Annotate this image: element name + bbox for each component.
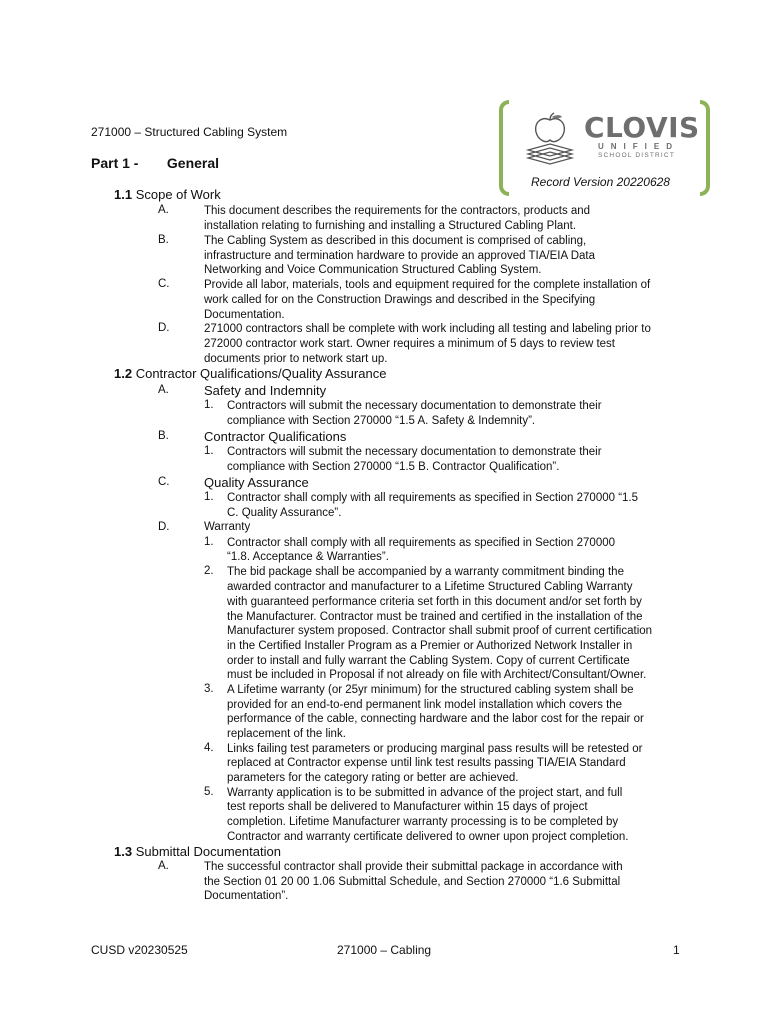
paragraph-line: Contractor shall comply with all requirements as specified in Section 270000 [227,537,616,549]
logo-unified-text: UNIFIED [598,142,679,151]
section-number: 1.1 [114,187,133,202]
section-number: 1.2 [114,366,133,381]
paragraph-line: “1.8. Acceptance & Warranties”. [227,551,389,563]
paragraph-line: infrastructure and termination hardware to provide an approved TIA/EIA Data [204,250,596,262]
list-letter: D. [158,521,170,533]
paragraph-line: 272000 contractor work start. Owner requires a minimum of 5 days to review test [204,338,615,350]
paragraph-line: replaced at Contractor expense until link test results passing TIA/EIA Standard [227,757,626,769]
paragraph-line: Links failing test parameters or producing marginal pass results will be retested or [227,743,643,755]
paragraph-line: Documentation”. [204,890,289,902]
page-number: 1 [673,943,680,957]
footer-left: CUSD v20230525 [91,943,188,957]
list-number: 1. [204,536,214,548]
list-number: 1. [204,445,214,457]
paragraph-line: the Manufacturer. Contractor must be trained and certified in the installation of the [227,611,643,623]
paragraph-line: Warranty application is to be submitted in advance of the project start, and full [227,787,623,799]
logo-clovis-text: CLOVIS [584,111,700,144]
paragraph-line: replacement of the link. [227,728,346,740]
paragraph-line: Contractors will submit the necessary documentation to demonstrate their [227,400,602,412]
subsection-title: Quality Assurance [204,475,309,490]
section-number: 1.3 [114,844,133,859]
paragraph-line: provided for an end-to-end permanent link model installation which covers the [227,699,623,711]
list-number: 3. [204,683,214,695]
paragraph-line: Contractor and warranty certificate delivered to owner upon project completion. [227,831,629,843]
list-letter: B. [158,234,169,246]
paragraph-line: in the Certified Installer Program as a Premier or Authorized Network Installer in [227,640,633,652]
paragraph-line: 271000 contractors shall be complete with work including all testing and labeling prior to [204,323,651,335]
footer-center: 271000 – Cabling [337,943,432,957]
paragraph-line: order to install and fully warrant the Cabling System. Copy of current Certificate [227,655,630,667]
paragraph-line: Documentation. [204,309,285,321]
paragraph-line: This document describes the requirements for the contractors, products and [204,205,591,217]
list-number: 2. [204,565,214,577]
document-title: 271000 – Structured Cabling System [91,125,288,139]
paragraph-line: installation relating to furnishing and installing a Structured Cabling Plant. [204,220,577,232]
list-letter: A. [158,860,169,872]
paragraph-line: Networking and Voice Communication Structured Cabling System. [204,264,542,276]
paragraph-line: awarded contractor and manufacturer to a Lifetime Structured Cabling Warranty [227,581,633,593]
paragraph-line: A Lifetime warranty (or 25yr minimum) for the structured cabling system shall be [227,684,634,696]
subsection-title: Warranty [204,521,251,533]
apple-books-logo-icon [524,112,576,166]
paragraph-line: the Section 01 20 00 1.06 Submittal Schedule, and Section 270000 “1.6 Submittal [204,876,621,888]
paragraph-line: must be included in Proposal if not already on file with Architect/Consultant/Owner. [227,669,647,681]
list-letter: A. [158,204,169,216]
paragraph-line: performance of the cable, connecting hardware and the labor cost for the repair or [227,713,644,725]
section-title: Submittal Documentation [135,844,281,859]
paragraph-line: test reports shall be delivered to Manufacturer within 15 days of project [227,801,588,813]
section-heading-1-2 [114,366,386,381]
section-title: Scope of Work [135,187,221,202]
list-number: 1. [204,491,214,503]
part-heading [91,155,219,171]
list-number: 5. [204,786,214,798]
paragraph-line: The bid package shall be accompanied by a warranty commitment binding the [227,566,624,578]
logo-bracket-right [700,100,710,196]
subsection-title: Safety and Indemnity [204,383,327,398]
list-letter: B. [158,430,169,442]
paragraph-line: The Cabling System as described in this document is comprised of cabling, [204,235,587,247]
list-letter: D. [158,322,170,334]
paragraph-line: Manufacturer system proposed. Contractor shall submit proof of current certification [227,625,653,637]
paragraph-line: C. Quality Assurance”. [227,507,342,519]
part-title: General [166,155,220,171]
list-letter: C. [158,476,170,488]
section-title: Contractor Qualifications/Quality Assurance [135,366,387,381]
section-heading-1-1 [114,187,221,202]
paragraph-line: compliance with Section 270000 “1.5 B. Contractor Qualification”. [227,461,560,473]
paragraph-line: Contractor shall comply with all requirements as specified in Section 270000 “1.5 [227,492,639,504]
paragraph-line: completion. Lifetime Manufacturer warranty processing is to be completed by [227,816,619,828]
part-label: Part 1 - [91,155,139,171]
subsection-title: Contractor Qualifications [204,429,347,444]
paragraph-line: Contractors will submit the necessary documentation to demonstrate their [227,446,602,458]
list-number: 4. [204,742,214,754]
logo-bracket-left [499,100,509,196]
paragraph-line: Provide all labor, materials, tools and equipment required for the complete installation of [204,279,651,291]
paragraph-line: The successful contractor shall provide their submittal package in accordance with [204,861,623,873]
paragraph-line: parameters for the category rating or better are achieved. [227,772,519,784]
paragraph-line: work called for on the Construction Drawings and described in the Specifying [204,294,596,306]
section-heading-1-3 [114,844,281,859]
list-letter: A. [158,384,169,396]
logo-district-text: SCHOOL DISTRICT [598,152,675,159]
paragraph-line: with guaranteed performance criteria set forth in this document and/or set forth by [227,596,642,608]
list-number: 1. [204,399,214,411]
record-version: Record Version 20220628 [531,175,670,189]
paragraph-line: compliance with Section 270000 “1.5 A. Safety & Indemnity”. [227,415,536,427]
paragraph-line: documents prior to network start up. [204,353,388,365]
list-letter: C. [158,278,170,290]
